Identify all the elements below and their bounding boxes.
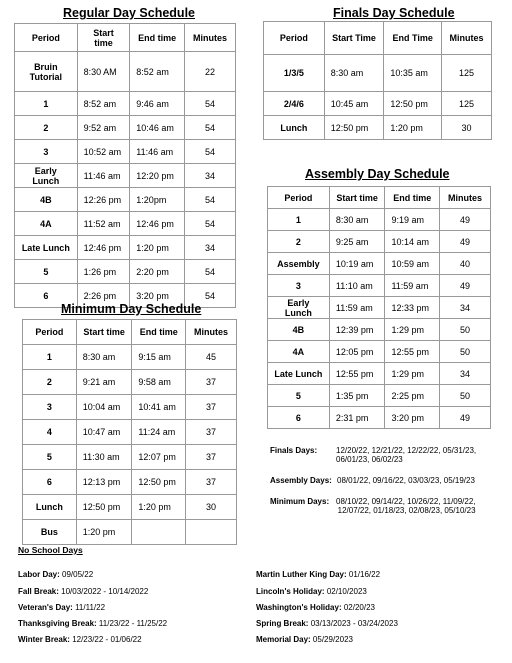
holiday-label: Veteran's Day: [18,603,73,612]
holiday-label: Spring Break: [256,619,309,628]
minimum-schedule-table [22,319,237,545]
table-row [268,275,491,297]
minutes-cell: 30 [186,495,237,520]
minutes-cell: 45 [186,345,237,370]
holiday-label: Labor Day: [18,570,60,579]
table-row [264,92,492,116]
period-cell: Early Lunch [15,164,78,188]
regular-schedule-table [14,23,236,308]
end-cell [132,520,186,545]
finals-days-info [270,446,505,468]
period-cell: Assembly [268,253,330,275]
start-cell: 12:50 pm [76,495,132,520]
start-cell: 12:13 pm [76,470,132,495]
regular-schedule-title: Regular Day Schedule [63,6,195,20]
minutes-cell: 34 [185,164,236,188]
start-cell: 2:26 pm [77,284,130,308]
header-end: End time [385,187,440,209]
table-row [15,140,236,164]
finals-schedule-title: Finals Day Schedule [333,6,455,20]
end-cell: 9:15 am [132,345,186,370]
assembly-schedule-title: Assembly Day Schedule [305,167,450,181]
table-row [23,395,237,420]
minutes-cell: 49 [440,275,491,297]
holiday-date: 12/23/22 - 01/06/22 [72,635,142,644]
minutes-cell: 49 [440,209,491,231]
holiday-date: 09/05/22 [62,570,94,579]
header-start: Start Time [324,22,384,55]
period-cell: 2/4/6 [264,92,325,116]
minutes-cell [186,520,237,545]
period-cell: 5 [15,260,78,284]
period-cell: 2 [23,370,77,395]
period-cell: 1 [15,92,78,116]
minutes-cell: 37 [186,445,237,470]
start-cell: 8:30 am [329,209,385,231]
holiday-item [18,619,167,628]
minutes-cell: 34 [440,363,491,385]
start-cell: 1:35 pm [329,385,385,407]
end-cell: 8:52 am [130,52,185,92]
end-cell: 3:20 pm [130,284,185,308]
finals-days-line: 12/20/22, 12/21/22, 12/22/22, 05/31/23, [336,446,477,455]
start-cell: 10:45 am [324,92,384,116]
start-cell: 11:46 am [77,164,130,188]
minutes-cell: 34 [440,297,491,319]
start-cell: 12:05 pm [329,341,385,363]
holiday-date: 02/20/23 [343,603,375,612]
start-cell: 2:31 pm [329,407,385,429]
table-row [23,470,237,495]
end-cell: 10:35 am [384,55,442,92]
holiday-item [18,603,105,612]
start-cell: 9:21 am [76,370,132,395]
period-cell: Late Lunch [268,363,330,385]
header-start: Start time [76,320,132,345]
table-row [23,445,237,470]
minimum-schedule-title: Minimum Day Schedule [61,302,202,316]
minutes-cell: 22 [185,52,236,92]
start-cell: 1:20 pm [76,520,132,545]
end-cell: 12:50 pm [384,92,442,116]
holiday-label: Thanksgiving Break: [18,619,97,628]
finals-schedule-table [263,21,492,140]
period-cell: Bruin Tutorial [15,52,78,92]
minutes-cell: 49 [440,231,491,253]
minutes-cell: 50 [440,341,491,363]
minimum-days-line: 08/10/22, 09/14/22, 10/26/22, 11/09/22, [336,497,476,506]
holiday-date: 11/23/22 - 11/25/22 [98,619,168,628]
finals-days-label: Finals Days: [270,446,318,455]
holiday-label: Fall Break: [18,587,59,596]
start-cell: 1:26 pm [77,260,130,284]
start-cell: 8:30 AM [77,52,130,92]
header-start: Start time [329,187,385,209]
holiday-item [256,635,353,644]
holiday-item [18,587,148,596]
minutes-cell: 54 [185,140,236,164]
table-row [15,212,236,236]
period-cell: Lunch [264,116,325,140]
start-cell: 9:52 am [77,116,130,140]
end-cell: 2:20 pm [130,260,185,284]
holiday-item [256,587,367,596]
start-cell: 12:26 pm [77,188,130,212]
assembly-days-label: Assembly Days: [270,476,332,485]
table-row [23,520,237,545]
start-cell: 12:39 pm [329,319,385,341]
end-cell: 3:20 pm [385,407,440,429]
period-cell: 1 [268,209,330,231]
start-cell: 8:52 am [77,92,130,116]
no-school-title: No School Days [18,545,83,555]
start-cell: 12:50 pm [324,116,384,140]
minutes-cell: 37 [186,470,237,495]
end-cell: 1:29 pm [385,319,440,341]
start-cell: 11:10 am [329,275,385,297]
start-cell: 8:30 am [324,55,384,92]
end-cell: 11:24 am [132,420,186,445]
table-row [15,188,236,212]
start-cell: 11:52 am [77,212,130,236]
minutes-cell: 54 [185,212,236,236]
start-cell: 11:59 am [329,297,385,319]
period-cell: 4 [23,420,77,445]
minutes-cell: 54 [185,188,236,212]
holiday-label: Winter Break: [18,635,70,644]
minutes-cell: 30 [442,116,492,140]
table-row [268,319,491,341]
holiday-item [256,603,375,612]
header-start: Start time [77,24,130,52]
table-row [23,420,237,445]
holiday-item [18,635,142,644]
assembly-days-value: 08/01/22, 09/16/22, 03/03/23, 05/19/23 [337,476,475,485]
table-row [15,52,236,92]
table-row [268,385,491,407]
minutes-cell: 54 [185,92,236,116]
start-cell: 10:19 am [329,253,385,275]
table-row [15,116,236,140]
end-cell: 11:59 am [385,275,440,297]
period-cell: Bus [23,520,77,545]
end-cell: 10:14 am [385,231,440,253]
minutes-cell: 125 [442,55,492,92]
minutes-cell: 37 [186,395,237,420]
minutes-cell: 50 [440,385,491,407]
end-cell: 9:58 am [132,370,186,395]
minutes-cell: 125 [442,92,492,116]
period-cell: 5 [23,445,77,470]
table-row [268,363,491,385]
table-row [15,236,236,260]
minimum-days-info [270,497,505,519]
holiday-label: Washington's Holiday: [256,603,342,612]
table-row [15,164,236,188]
end-cell: 1:20 pm [130,236,185,260]
minimum-days-value [336,497,476,515]
header-period: Period [23,320,77,345]
minutes-cell: 37 [186,370,237,395]
end-cell: 12:55 pm [385,341,440,363]
header-minutes: Minutes [186,320,237,345]
period-cell: 1 [23,345,77,370]
holiday-label: Memorial Day: [256,635,311,644]
minutes-cell: 54 [185,260,236,284]
start-cell: 8:30 am [76,345,132,370]
end-cell: 9:46 am [130,92,185,116]
holiday-item [256,619,398,628]
table-row [268,231,491,253]
holiday-label: Lincoln's Holiday: [256,587,325,596]
table-row [268,209,491,231]
start-cell: 11:30 am [76,445,132,470]
assembly-schedule-table [267,186,491,429]
holiday-label: Martin Luther King Day: [256,570,347,579]
end-cell: 1:20pm [130,188,185,212]
end-cell: 1:29 pm [385,363,440,385]
end-cell: 12:46 pm [130,212,185,236]
holiday-date: 01/16/22 [348,570,381,579]
header-end: End time [132,320,186,345]
start-cell: 12:55 pm [329,363,385,385]
minutes-cell: 34 [185,236,236,260]
table-row [23,495,237,520]
minutes-cell: 54 [185,116,236,140]
end-cell: 10:46 am [130,116,185,140]
end-cell: 11:46 am [130,140,185,164]
minutes-cell: 37 [186,420,237,445]
header-end: End Time [384,22,442,55]
table-row [268,407,491,429]
minimum-days-label: Minimum Days: [270,497,330,506]
table-row [268,253,491,275]
start-cell: 10:04 am [76,395,132,420]
period-cell: 3 [15,140,78,164]
period-cell: 4B [268,319,330,341]
end-cell: 1:20 pm [384,116,442,140]
holiday-date: 05/29/2023 [312,635,353,644]
period-cell: 4A [15,212,78,236]
period-cell: 4B [15,188,78,212]
minutes-cell: 50 [440,319,491,341]
end-cell: 12:33 pm [385,297,440,319]
assembly-days-info [270,476,505,488]
start-cell: 10:47 am [76,420,132,445]
start-cell: 10:52 am [77,140,130,164]
table-row [264,55,492,92]
minutes-cell: 54 [185,284,236,308]
header-end: End time [130,24,185,52]
holiday-date: 11/11/22 [75,603,106,612]
table-row [264,116,492,140]
end-cell: 2:25 pm [385,385,440,407]
table-row [15,260,236,284]
header-period: Period [264,22,325,55]
end-cell: 12:50 pm [132,470,186,495]
period-cell: Early Lunch [268,297,330,319]
period-cell: 3 [23,395,77,420]
period-cell: 5 [268,385,330,407]
period-cell: 1/3/5 [264,55,325,92]
minutes-cell: 40 [440,253,491,275]
header-period: Period [15,24,78,52]
holiday-date: 03/13/2023 - 03/24/2023 [310,619,398,628]
table-row [23,345,237,370]
table-row [15,92,236,116]
minutes-cell: 49 [440,407,491,429]
table-row [23,370,237,395]
period-cell: 2 [15,116,78,140]
header-minutes: Minutes [185,24,236,52]
header-minutes: Minutes [440,187,491,209]
end-cell: 1:20 pm [132,495,186,520]
start-cell: 12:46 pm [77,236,130,260]
start-cell: 9:25 am [329,231,385,253]
finals-days-line: 06/01/23, 06/02/23 [336,455,403,464]
period-cell: 6 [15,284,78,308]
period-cell: Late Lunch [15,236,78,260]
period-cell: 6 [23,470,77,495]
holiday-item [18,570,93,579]
period-cell: 2 [268,231,330,253]
finals-days-value [336,446,476,464]
period-cell: 4A [268,341,330,363]
period-cell: 6 [268,407,330,429]
holiday-date: 10/03/2022 - 10/14/2022 [61,587,149,596]
end-cell: 12:20 pm [130,164,185,188]
table-row [268,297,491,319]
period-cell: 3 [268,275,330,297]
end-cell: 10:59 am [385,253,440,275]
end-cell: 9:19 am [385,209,440,231]
period-cell: Lunch [23,495,77,520]
header-period: Period [268,187,330,209]
table-row [268,341,491,363]
minimum-days-line: 12/07/22, 01/18/23, 02/08/23, 05/10/23 [337,506,476,515]
holiday-item [256,570,380,579]
holiday-date: 02/10/2023 [326,587,367,596]
end-cell: 10:41 am [132,395,186,420]
end-cell: 12:07 pm [132,445,186,470]
header-minutes: Minutes [442,22,492,55]
